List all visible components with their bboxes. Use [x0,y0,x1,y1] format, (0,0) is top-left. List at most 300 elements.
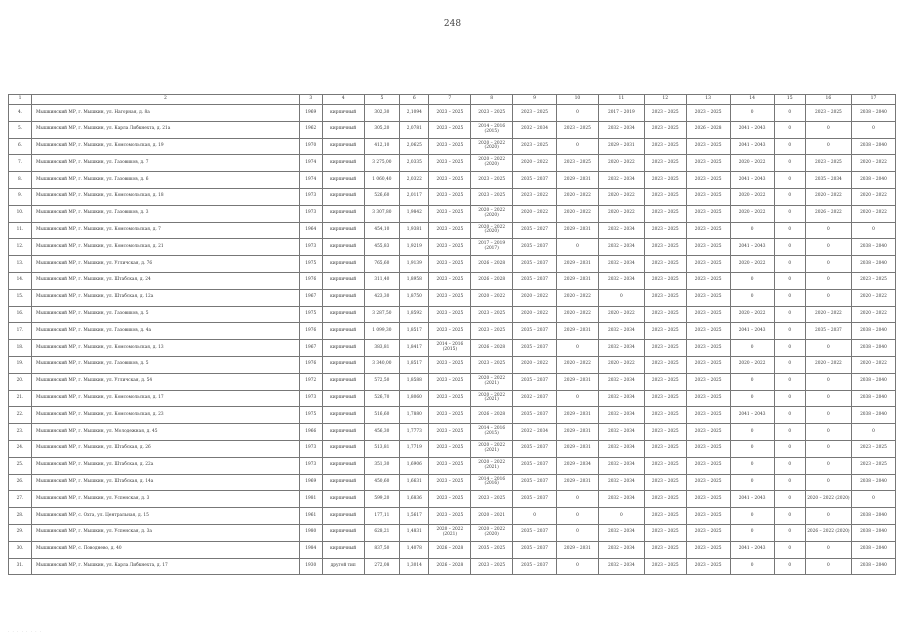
column-number: 12 [644,95,686,105]
table-cell: 2023 – 2025 [644,188,686,205]
table-cell: кирпичный [322,155,364,172]
address-cell: Мышкинский МР, г. Мышкин, ул. Комсомольская, д. 13 [32,340,300,357]
table-cell: 2023 – 2025 [644,407,686,424]
table-cell: 2023 – 2025 [644,340,686,357]
table-cell: 2032 – 2034 [598,524,644,541]
table-cell: 1964 [299,222,322,239]
table-cell: 2017 – 2019 (2017) [471,239,513,256]
table-cell: 30. [9,541,32,558]
table-cell: 2032 – 2034 [598,222,644,239]
table-cell: кирпичный [322,390,364,407]
column-number: 13 [686,95,730,105]
table-cell: 2026 – 2022 (2020) [805,524,851,541]
table-wrapper [8,94,896,575]
table-cell: 2038 – 2040 [851,558,895,575]
table-cell: 2020 – 2022 [598,205,644,222]
table-cell: 2023 – 2025 [644,440,686,457]
table-cell: 2023 – 2025 [471,105,513,122]
table-cell: 1975 [299,256,322,273]
table-cell: 2020 – 2022 [851,188,895,205]
table-cell: 2020 – 2022 [598,356,644,373]
table-cell: 2023 – 2025 [429,172,471,189]
table-cell: 1,9381 [400,222,429,239]
table-cell: 2023 – 2025 [557,121,599,138]
table-cell: 0 [774,491,805,508]
table-cell: кирпичный [322,457,364,474]
table-cell: 0 [805,424,851,441]
table-cell: 0 [730,440,774,457]
table-cell: 0 [805,289,851,306]
table-row [9,306,896,323]
table-cell: кирпичный [322,356,364,373]
table-cell: 1972 [299,373,322,390]
table-cell: 2023 – 2025 [429,138,471,155]
table-cell: 5. [9,121,32,138]
table-cell: 2020 – 2022 (2021) [471,457,513,474]
table-body [9,95,896,575]
page-number: 248 [443,19,462,29]
table-cell: 0 [557,491,599,508]
table-cell: 2020 – 2022 [805,188,851,205]
table-cell: 2023 – 2025 [644,306,686,323]
table-cell: 2020 – 2022 [471,289,513,306]
table-cell: 2032 – 2034 [598,407,644,424]
address-cell: Мышкинский МР, г. Мышкин, ул. Комсомольская, д. 21 [32,239,300,256]
table-cell: 0 [774,390,805,407]
table-cell: 2023 – 2025 [644,121,686,138]
table-cell: 0 [851,424,895,441]
table-cell: 2020 – 2022 (2020) [471,138,513,155]
table-cell: 2038 – 2040 [851,474,895,491]
table-cell: 23. [9,424,32,441]
table-cell: 177,11 [364,508,400,525]
address-cell: Мышкинский МР, г. Мышкин, ул. Карла Либкнехта, д. 21а [32,121,300,138]
table-cell: 2032 – 2034 [598,373,644,390]
table-cell: 0 [774,222,805,239]
table-cell: 0 [774,558,805,575]
table-cell: 2023 – 2025 [644,205,686,222]
table-row [9,188,896,205]
table-row [9,558,896,575]
table-cell: 2023 – 2025 [686,289,730,306]
table-cell: 2020 – 2022 [598,188,644,205]
table-cell: 12. [9,239,32,256]
table-cell: 2041 – 2043 [730,121,774,138]
table-cell: 2032 – 2034 [598,424,644,441]
table-cell: 1984 [299,541,322,558]
table-cell: 18. [9,340,32,357]
table-cell: 2029 – 2031 [557,407,599,424]
table-cell: 423,30 [364,289,400,306]
table-cell: 2023 – 2025 [644,323,686,340]
table-cell: 2032 – 2034 [598,474,644,491]
table-cell: 2035 – 2037 [805,323,851,340]
table-cell: 0 [557,508,599,525]
table-cell: 0 [805,541,851,558]
table-cell: кирпичный [322,172,364,189]
table-cell: 1,4078 [400,541,429,558]
address-cell: Мышкинский МР, г. Мышкин, ул. Газовиков, д. 5 [32,356,300,373]
column-number: 3 [299,95,322,105]
column-number: 7 [429,95,471,105]
table-cell: 2035 – 2037 [513,272,557,289]
table-cell: 2029 – 2031 [557,541,599,558]
table-cell: 0 [730,524,774,541]
table-cell: 19. [9,356,32,373]
address-cell: Мышкинский МР, г. Мышкин, ул. Комсомольская, д. 19 [32,138,300,155]
table-cell: 2023 – 2025 [644,289,686,306]
table-cell: 0 [851,491,895,508]
address-cell: Мышкинский МР, с. Охта, ул. Центральная, д. 15 [32,508,300,525]
column-number: 9 [513,95,557,105]
table-cell: 0 [557,524,599,541]
table-cell: 4. [9,105,32,122]
table-cell: 1969 [299,105,322,122]
table-cell: 2026 – 2028 [429,541,471,558]
table-cell: 0 [730,457,774,474]
table-cell: 2029 – 2031 [557,172,599,189]
table-row [9,524,896,541]
table-cell: 2023 – 2025 [686,222,730,239]
table-cell: 2023 – 2025 [686,390,730,407]
table-cell: 2020 – 2021 [471,508,513,525]
table-cell: 2020 – 2022 [513,306,557,323]
table-cell: 24. [9,440,32,457]
table-cell: 2023 – 2025 [429,424,471,441]
table-cell: 2023 – 2025 [429,121,471,138]
table-cell: кирпичный [322,138,364,155]
table-cell: 0 [774,155,805,172]
table-cell: 2029 – 2031 [557,424,599,441]
table-cell: 2023 – 2025 [429,155,471,172]
table-cell: 2038 – 2040 [851,541,895,558]
table-cell: 2023 – 2025 [686,457,730,474]
table-cell: 1,7719 [400,440,429,457]
table-cell: 2,0117 [400,188,429,205]
table-row [9,222,896,239]
table-cell: 2023 – 2025 [644,491,686,508]
table-cell: 2041 – 2043 [730,239,774,256]
table-cell: 2,0625 [400,138,429,155]
table-cell: 2,0335 [400,155,429,172]
table-row [9,491,896,508]
table-cell: кирпичный [322,407,364,424]
table-cell: 1,8958 [400,272,429,289]
table-cell: 11. [9,222,32,239]
table-cell: 2035 – 2025 [471,541,513,558]
table-cell: 2020 – 2022 (2020) [471,222,513,239]
table-cell: 2035 – 2037 [513,323,557,340]
table-cell: 2023 – 2025 [686,474,730,491]
table-cell: 2023 – 2025 [644,138,686,155]
table-cell: 0 [805,239,851,256]
table-cell: кирпичный [322,474,364,491]
table-cell: 2032 – 2034 [598,541,644,558]
table-cell: 526,60 [364,188,400,205]
table-cell: 29. [9,524,32,541]
table-row [9,457,896,474]
table-cell: 2023 – 2025 [471,188,513,205]
table-cell: 2035 – 2037 [513,491,557,508]
table-cell: 2023 – 2025 [513,138,557,155]
table-cell: 22. [9,407,32,424]
table-cell: 0 [730,424,774,441]
table-cell: 2020 – 2022 [730,256,774,273]
table-cell: 2020 – 2022 [730,188,774,205]
table-cell: 305,20 [364,121,400,138]
table-cell: 13. [9,256,32,273]
address-cell: Мышкинский МР, г. Мышкин, ул. Комсомольская, д. 18 [32,188,300,205]
table-cell: 26. [9,474,32,491]
table-cell: 2023 – 2025 [686,188,730,205]
table-cell: 2023 – 2025 [805,155,851,172]
table-cell: 2041 – 2043 [730,407,774,424]
table-cell: кирпичный [322,121,364,138]
table-cell: 2029 – 2031 [598,138,644,155]
table-row [9,272,896,289]
column-number: 2 [32,95,300,105]
table-cell: 1,8588 [400,373,429,390]
table-row [9,474,896,491]
table-cell: 2032 – 2034 [598,272,644,289]
table-cell: 16. [9,306,32,323]
table-cell: 0 [598,289,644,306]
table-cell: 1970 [299,138,322,155]
table-cell: 2023 – 2025 [644,390,686,407]
table-cell: 2023 – 2025 [429,289,471,306]
table-cell: 2020 – 2022 [513,356,557,373]
table-cell: 628,21 [364,524,400,541]
table-cell: 2023 – 2025 [686,239,730,256]
table-cell: 0 [730,474,774,491]
table-cell: 2029 – 2034 [557,457,599,474]
housing-table [8,94,896,575]
address-cell: Мышкинский МР, г. Мышкин, ул. Штабская, д. 12а [32,289,300,306]
table-cell: 3 340,00 [364,356,400,373]
table-cell: 2020 – 2022 [557,356,599,373]
table-cell: 2023 – 2025 [429,491,471,508]
table-cell: 2032 – 2034 [598,491,644,508]
column-number: 16 [805,95,851,105]
table-cell: 0 [730,105,774,122]
table-cell: 2023 – 2025 [429,407,471,424]
table-cell: 2032 – 2034 [598,121,644,138]
table-cell: 2020 – 2022 (2021) [429,524,471,541]
table-cell: 0 [774,474,805,491]
table-cell: 0 [774,340,805,357]
table-cell: 2,0322 [400,172,429,189]
column-number: 8 [471,95,513,105]
table-cell: 20. [9,373,32,390]
table-cell: 2023 – 2025 [686,340,730,357]
table-cell: 2,1094 [400,105,429,122]
table-cell: кирпичный [322,256,364,273]
table-cell: 2023 – 2025 [471,306,513,323]
table-cell: 2023 – 2025 [471,172,513,189]
table-cell: 2023 – 2025 [851,457,895,474]
table-cell: 25. [9,457,32,474]
table-cell: кирпичный [322,541,364,558]
table-cell: 2035 – 2037 [513,541,557,558]
address-cell: Мышкинский МР, г. Мышкин, ул. Угличская, д. 54 [32,373,300,390]
table-cell: 2023 – 2025 [557,155,599,172]
table-cell: 10. [9,205,32,222]
table-cell: 0 [805,340,851,357]
table-cell: 2020 – 2022 (2021) [471,440,513,457]
table-cell: 2032 – 2037 [513,390,557,407]
table-cell: кирпичный [322,424,364,441]
table-cell: 2038 – 2040 [851,239,895,256]
table-cell: 0 [805,508,851,525]
table-cell: 351,30 [364,457,400,474]
table-cell: 2035 – 2037 [513,239,557,256]
table-cell: 0 [851,222,895,239]
table-cell: 2023 – 2025 [644,356,686,373]
table-cell: 3 307,80 [364,205,400,222]
table-cell: 2032 – 2034 [598,323,644,340]
table-cell: 2035 – 2037 [513,340,557,357]
table-cell: 2020 – 2022 (2020) [471,524,513,541]
table-cell: 1973 [299,457,322,474]
table-cell: 14. [9,272,32,289]
table-cell: 2023 – 2025 [686,558,730,575]
table-cell: 2023 – 2025 [644,256,686,273]
table-cell: 0 [730,222,774,239]
table-cell: 2020 – 2022 [598,306,644,323]
address-cell: Мышкинский МР, г. Мышкин, ул. Штабская, д. 26 [32,440,300,457]
table-cell: 1,6631 [400,474,429,491]
table-cell: 2038 – 2040 [851,373,895,390]
table-cell: кирпичный [322,306,364,323]
table-cell: 2023 – 2025 [686,256,730,273]
table-cell: 2023 – 2025 [429,188,471,205]
table-cell: 2023 – 2025 [686,272,730,289]
table-cell: 0 [730,340,774,357]
table-cell: 2023 – 2025 [471,491,513,508]
table-cell: 1973 [299,205,322,222]
table-cell: 1,8517 [400,323,429,340]
table-cell: 2020 – 2022 (2020) [471,205,513,222]
table-cell: 6. [9,138,32,155]
table-cell: 0 [557,390,599,407]
table-cell: 1961 [299,508,322,525]
table-cell: кирпичный [322,289,364,306]
table-cell: 0 [774,424,805,441]
table-cell: 2041 – 2043 [730,323,774,340]
table-cell: 0 [774,172,805,189]
table-cell: 2029 – 2031 [557,256,599,273]
table-cell: 2032 – 2034 [598,457,644,474]
table-cell: 0 [774,457,805,474]
table-cell: 1,7880 [400,407,429,424]
table-cell: 2041 – 2043 [730,138,774,155]
table-cell: 2035 – 2027 [513,222,557,239]
table-cell: 28. [9,508,32,525]
table-cell: 2023 – 2025 [644,222,686,239]
address-cell: Мышкинский МР, г. Мышкин, ул. Комсомольская, д. 7 [32,222,300,239]
table-cell: 1967 [299,289,322,306]
table-cell: 2026 – 2028 [471,340,513,357]
column-number: 6 [400,95,429,105]
table-cell: 2020 – 2022 [851,155,895,172]
table-cell: 0 [774,508,805,525]
table-cell: 2023 – 2025 [851,440,895,457]
table-cell: 1,8517 [400,356,429,373]
table-cell: кирпичный [322,272,364,289]
table-cell: 2023 – 2025 [644,457,686,474]
table-cell: 0 [774,205,805,222]
column-number: 10 [557,95,599,105]
table-cell: 0 [805,474,851,491]
table-row [9,155,896,172]
table-cell: 1975 [299,306,322,323]
table-cell: 0 [774,407,805,424]
table-cell: 2020 – 2022 [730,205,774,222]
table-cell: 2041 – 2043 [730,491,774,508]
table-cell: 1976 [299,272,322,289]
table-cell: 2026 – 2028 [471,407,513,424]
table-cell: 9. [9,188,32,205]
table-cell: 2020 – 2022 [513,205,557,222]
table-cell: 2020 – 2022 (2021) [471,390,513,407]
table-cell: 2038 – 2040 [851,390,895,407]
table-cell: 516,60 [364,407,400,424]
table-cell: 2023 – 2025 [686,541,730,558]
table-cell: кирпичный [322,491,364,508]
table-cell: 2023 – 2022 [513,188,557,205]
table-cell: 2023 – 2025 [429,390,471,407]
table-cell: 2,0781 [400,121,429,138]
table-cell: 1966 [299,424,322,441]
column-number: 14 [730,95,774,105]
table-cell: 0 [557,558,599,575]
table-cell: 2032 – 2034 [598,340,644,357]
table-cell: 2041 – 2043 [730,172,774,189]
address-cell: Мышкинский МР, г. Мышкин, ул. Газовиков, д. 5 [32,306,300,323]
table-cell: 1973 [299,188,322,205]
table-cell: 0 [730,373,774,390]
table-cell: 0 [513,508,557,525]
table-cell: 0 [774,524,805,541]
table-cell: 0 [805,390,851,407]
table-cell: 2029 – 2031 [557,440,599,457]
table-cell: 2029 – 2031 [557,474,599,491]
table-cell: 2023 – 2025 [644,508,686,525]
table-cell: 2029 – 2031 [557,272,599,289]
table-cell: 1,9219 [400,239,429,256]
table-cell: 2032 – 2034 [598,256,644,273]
table-cell: 0 [805,138,851,155]
table-cell: 599,20 [364,491,400,508]
table-cell: 2023 – 2025 [644,105,686,122]
table-cell: 2038 – 2040 [851,105,895,122]
table-cell: 765,60 [364,256,400,273]
table-cell: 2023 – 2025 [686,205,730,222]
table-cell: 2020 – 2022 [557,205,599,222]
table-cell: 1,7773 [400,424,429,441]
table-cell: 272,08 [364,558,400,575]
table-cell: 1 099,30 [364,323,400,340]
table-cell: 2029 – 2031 [557,323,599,340]
table-cell: 0 [730,508,774,525]
table-row [9,373,896,390]
table-cell: 0 [730,390,774,407]
table-cell: 1,3014 [400,558,429,575]
column-number: 11 [598,95,644,105]
table-cell: 0 [774,323,805,340]
table-cell: 0 [774,121,805,138]
table-cell: 3 287,50 [364,306,400,323]
